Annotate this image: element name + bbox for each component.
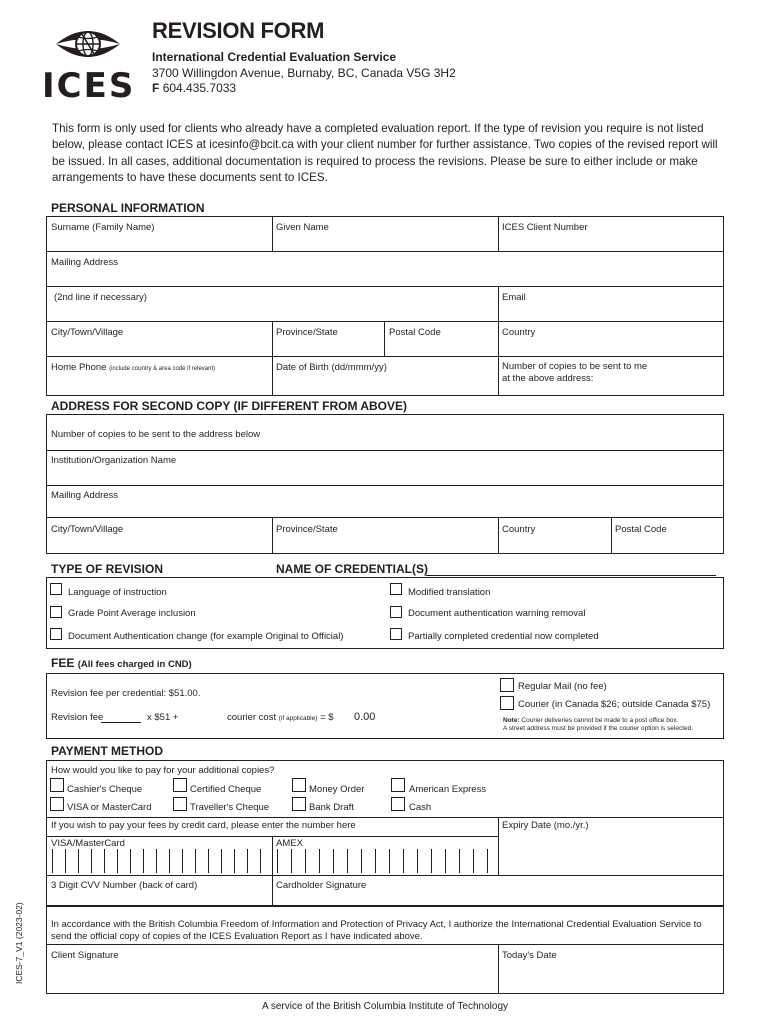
partial-completed-label: Partially completed credential now completed	[408, 631, 599, 642]
courier-checkbox[interactable]	[500, 696, 514, 710]
logo-wordmark: ICES	[42, 66, 136, 106]
client-number-field[interactable]: ICES Client Number	[502, 222, 588, 233]
modified-translation-checkbox[interactable]	[390, 583, 402, 595]
partial-completed-checkbox[interactable]	[390, 628, 402, 640]
fee-box	[46, 673, 724, 739]
email-field[interactable]: Email	[502, 292, 526, 303]
institution-field[interactable]: Institution/Organization Name	[51, 455, 177, 466]
gpa-checkbox[interactable]	[50, 606, 62, 618]
courier-note	[503, 717, 678, 725]
money-order-checkbox[interactable]	[292, 778, 306, 792]
gpa-label: Grade Point Average inclusion	[68, 608, 196, 619]
certified-cheque-checkbox[interactable]	[173, 778, 187, 792]
bank-draft-label: Bank Draft	[309, 802, 354, 813]
footer-text: A service of the British Columbia Institute of Technology	[261, 1001, 509, 1012]
second-copy-table	[46, 414, 724, 554]
fax-label: F	[152, 81, 160, 95]
country-field[interactable]: Country	[502, 327, 536, 338]
second-mailing-field[interactable]: Mailing Address	[51, 490, 119, 501]
client-signature-field[interactable]: Client Signature	[51, 950, 119, 961]
cardholder-signature-field[interactable]: Cardholder Signature	[276, 880, 367, 891]
regular-mail-checkbox[interactable]	[500, 678, 514, 692]
second-city-field[interactable]: City/Town/Village	[51, 524, 124, 535]
travellers-cheque-label: Traveller's Cheque	[190, 802, 270, 813]
surname-field[interactable]: Surname (Family Name)	[51, 222, 155, 233]
fee-heading-note: (All fees charged in CND)	[77, 659, 192, 670]
expiry-date-field[interactable]: Expiry Date (mo./yr.)	[502, 820, 589, 831]
revision-options-box	[46, 577, 724, 649]
doc-auth-change-label: Document Authentication change (for example Original to Official)	[68, 631, 344, 642]
consent-box	[46, 906, 724, 994]
certified-cheque-label: Certified Cheque	[190, 784, 262, 795]
second-copy-heading: ADDRESS FOR SECOND COPY (IF DIFFERENT FROM ABOVE)	[51, 399, 408, 413]
personal-info-table	[46, 216, 724, 396]
amex-checkbox[interactable]	[391, 778, 405, 792]
second-postal-field[interactable]: Postal Code	[615, 524, 667, 535]
warning-removal-label: Document authentication warning removal	[408, 608, 586, 619]
second-province-field[interactable]: Province/State	[276, 524, 338, 535]
cashiers-cheque-label: Cashier's Cheque	[67, 784, 143, 795]
credential-name-line[interactable]	[426, 575, 716, 576]
ices-logo	[42, 22, 134, 104]
home-phone-note: (include country & area code if relevant)	[109, 366, 216, 372]
revision-type-heading: TYPE OF REVISION	[51, 562, 164, 576]
language-checkbox[interactable]	[50, 583, 62, 595]
home-phone-field[interactable]	[51, 362, 215, 373]
bank-draft-checkbox[interactable]	[292, 797, 306, 811]
visa-mc-checkbox[interactable]	[50, 797, 64, 811]
amex-label: American Express	[409, 784, 487, 795]
courier-cost-text: courier cost	[227, 712, 277, 723]
globe-eye-icon	[42, 22, 134, 66]
courier-cost-label	[227, 712, 334, 723]
org-address: 3700 Willingdon Avenue, Burnaby, BC, Canada V5G 3H2	[152, 66, 456, 80]
courier-cost-note: (if applicable)	[278, 715, 318, 722]
intro-paragraph: This form is only used for clients who already have a completed evaluation report. If the type of revision you require is not listed below, please contact ICES at icesinfo@bcit.ca with your client number for further assistance. Two copies of the revised report will be issued. In all cases, additional documentation is required to process the revisions. Please be sure to either include or make arrangements to have these documents sent to ICES.	[52, 122, 718, 184]
doc-auth-change-checkbox[interactable]	[50, 628, 62, 640]
credential-name-heading: NAME OF CREDENTIAL(S)	[276, 562, 428, 576]
payment-heading: PAYMENT METHOD	[51, 744, 164, 758]
form-version-code: ICES-7_V1 (2023-02)	[14, 902, 24, 984]
revision-fee-label: Revision fee	[51, 712, 104, 723]
province-field[interactable]: Province/State	[276, 327, 338, 338]
personal-info-heading: PERSONAL INFORMATION	[51, 201, 205, 215]
card-prompt: If you wish to pay your fees by credit card, please enter the number here	[51, 820, 356, 831]
todays-date-field[interactable]: Today's Date	[502, 950, 557, 961]
fee-heading	[51, 656, 192, 670]
visa-number-label: VISA/MasterCard	[51, 838, 125, 849]
org-fax	[152, 81, 236, 95]
form-title: REVISION FORM	[152, 18, 325, 43]
payment-question: How would you like to pay for your additional copies?	[51, 765, 275, 776]
postal-code-field[interactable]: Postal Code	[389, 327, 441, 338]
copies-field[interactable]: Number of copies to be sent to me at the above address:	[502, 361, 648, 384]
warning-removal-checkbox[interactable]	[390, 606, 402, 618]
org-name: International Credential Evaluation Service	[152, 50, 397, 64]
second-country-field[interactable]: Country	[502, 524, 536, 535]
cash-label: Cash	[409, 802, 432, 813]
money-order-label: Money Order	[309, 784, 365, 795]
fax-number: 604.435.7033	[162, 81, 237, 95]
fee-multiplier: x $51 +	[147, 712, 179, 723]
payment-box	[46, 760, 724, 906]
home-phone-label: Home Phone	[51, 362, 107, 373]
cash-checkbox[interactable]	[391, 797, 405, 811]
visa-number-boxes[interactable]	[52, 849, 268, 873]
amex-number-label: AMEX	[276, 838, 303, 849]
dob-field[interactable]: Date of Birth (dd/mmm/yy)	[276, 362, 387, 373]
cvv-field[interactable]: 3 Digit CVV Number (back of card)	[51, 880, 198, 891]
fee-equals: = $	[320, 712, 334, 723]
visa-mc-label: VISA or MasterCard	[67, 802, 152, 813]
second-copies-field[interactable]: Number of copies to be sent to the address below	[51, 429, 261, 440]
mailing-address-field[interactable]: Mailing Address	[51, 257, 119, 268]
regular-mail-label: Regular Mail (no fee)	[518, 681, 607, 692]
fee-heading-text: FEE	[51, 656, 75, 670]
courier-note-line2: A street address must be provided if the courier option is selected.	[503, 725, 694, 732]
fee-total-value[interactable]: 0.00	[354, 711, 376, 723]
revision-fee-count-line[interactable]	[101, 722, 141, 723]
courier-note-label: Note:	[503, 717, 520, 724]
given-name-field[interactable]: Given Name	[276, 222, 329, 233]
courier-label: Courier (in Canada $26; outside Canada $75)	[518, 699, 711, 710]
travellers-cheque-checkbox[interactable]	[173, 797, 187, 811]
cashiers-cheque-checkbox[interactable]	[50, 778, 64, 792]
address-line2-field[interactable]: (2nd line if necessary)	[54, 292, 147, 303]
modified-translation-label: Modified translation	[408, 587, 491, 598]
city-field[interactable]: City/Town/Village	[51, 327, 124, 338]
fee-per-credential: Revision fee per credential: $51.00.	[51, 688, 201, 699]
amex-number-boxes[interactable]	[277, 849, 493, 873]
consent-text: In accordance with the British Columbia Freedom of Information and Protection of Privacy Act, I authorize the International Credential Evaluation Service to send the official copy of copies of the ICES Evaluation Report as I have indicated above.	[51, 919, 702, 942]
language-label: Language of instruction	[68, 587, 167, 598]
courier-note-line1: Courier deliveries cannot be made to a post office box.	[521, 717, 679, 724]
